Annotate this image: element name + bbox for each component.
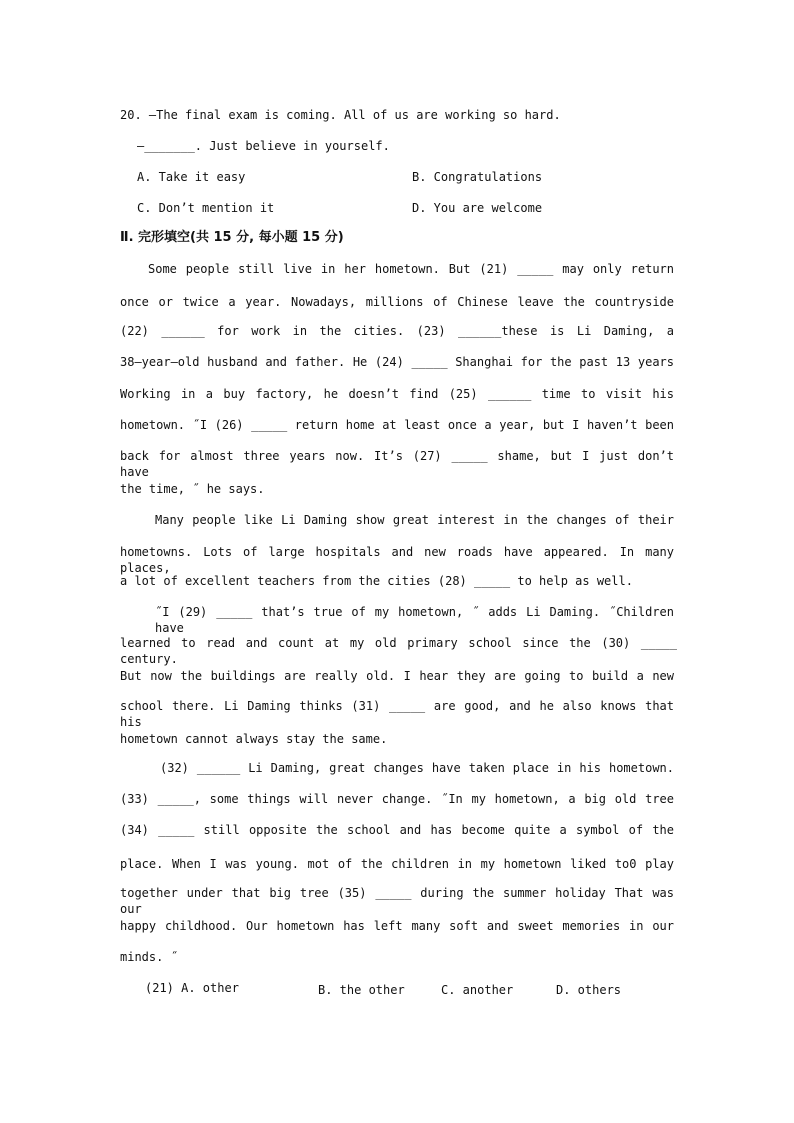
- passage-line: (34) _____ still opposite the school and has become quite a symbol of the: [120, 823, 674, 837]
- passage-line: Some people still live in her hometown. But (21) _____ may only return: [148, 262, 674, 276]
- passage-line: Working in a buy factory, he doesn’t find (25) ______ time to visit his: [120, 387, 674, 401]
- passage-line: 38–year–old husband and father. He (24) _____ Shanghai for the past 13 years: [120, 355, 674, 369]
- passage-line: minds. ˝: [120, 950, 178, 964]
- passage-line: together under that big tree (35) _____ during the summer holiday That was our: [120, 886, 674, 916]
- passage-line: hometown cannot always stay the same.: [120, 732, 388, 746]
- q20-stem: 20. —The final exam is coming. All of us are working so hard.: [120, 108, 561, 122]
- q21-option-c: C. another: [441, 983, 514, 997]
- passage-line: ˝I (29) _____ that’s true of my hometown, ˝ adds Li Daming. ˝Children have: [155, 605, 674, 635]
- passage-line: Many people like Li Daming show great interest in the changes of their: [155, 513, 674, 527]
- q21-option-b: B. the other: [318, 983, 405, 997]
- passage-line: (33) _____, some things will never change. ˝In my hometown, a big old tree: [120, 792, 674, 806]
- passage-line: (32) ______ Li Daming, great changes have taken place in his hometown.: [160, 761, 674, 775]
- passage-line: happy childhood. Our hometown has left many soft and sweet memories in our: [120, 919, 674, 933]
- passage-line: place. When I was young. mot of the children in my hometown liked to0 play: [120, 857, 674, 871]
- q21-option-d: D. others: [556, 983, 622, 997]
- passage-line: (22) ______ for work in the cities. (23) ______these is Li Daming, a: [120, 324, 674, 338]
- q21-option-a: (21) A. other: [145, 981, 239, 995]
- passage-line: hometown. ˝I (26) _____ return home at least once a year, but I haven’t been: [120, 418, 674, 432]
- passage-line: learned to read and count at my old primary school since the (30) _____ century.: [120, 636, 677, 666]
- passage-line: hometowns. Lots of large hospitals and new roads have appeared. In many places,: [120, 545, 674, 575]
- q20-option-b: B. Congratulations: [412, 170, 543, 184]
- passage-line: a lot of excellent teachers from the cities (28) _____ to help as well.: [120, 574, 633, 588]
- q20-option-a: A. Take it easy: [137, 170, 246, 184]
- passage-line: school there. Li Daming thinks (31) _____ are good, and he also knows that his: [120, 699, 674, 729]
- q20-option-d: D. You are welcome: [412, 201, 543, 215]
- q20-option-c: C. Don’t mention it: [137, 201, 275, 215]
- passage-line: once or twice a year. Nowadays, millions of Chinese leave the countryside: [120, 295, 674, 309]
- q20-reply: —_______. Just believe in yourself.: [137, 139, 390, 153]
- passage-line: back for almost three years now. It’s (27) _____ shame, but I just don’t have: [120, 449, 674, 479]
- passage-line: But now the buildings are really old. I hear they are going to build a new: [120, 669, 674, 683]
- passage-line: the time, ˝ he says.: [120, 482, 265, 496]
- section-heading: Ⅱ. 完形填空(共 15 分, 每小题 15 分): [120, 230, 344, 245]
